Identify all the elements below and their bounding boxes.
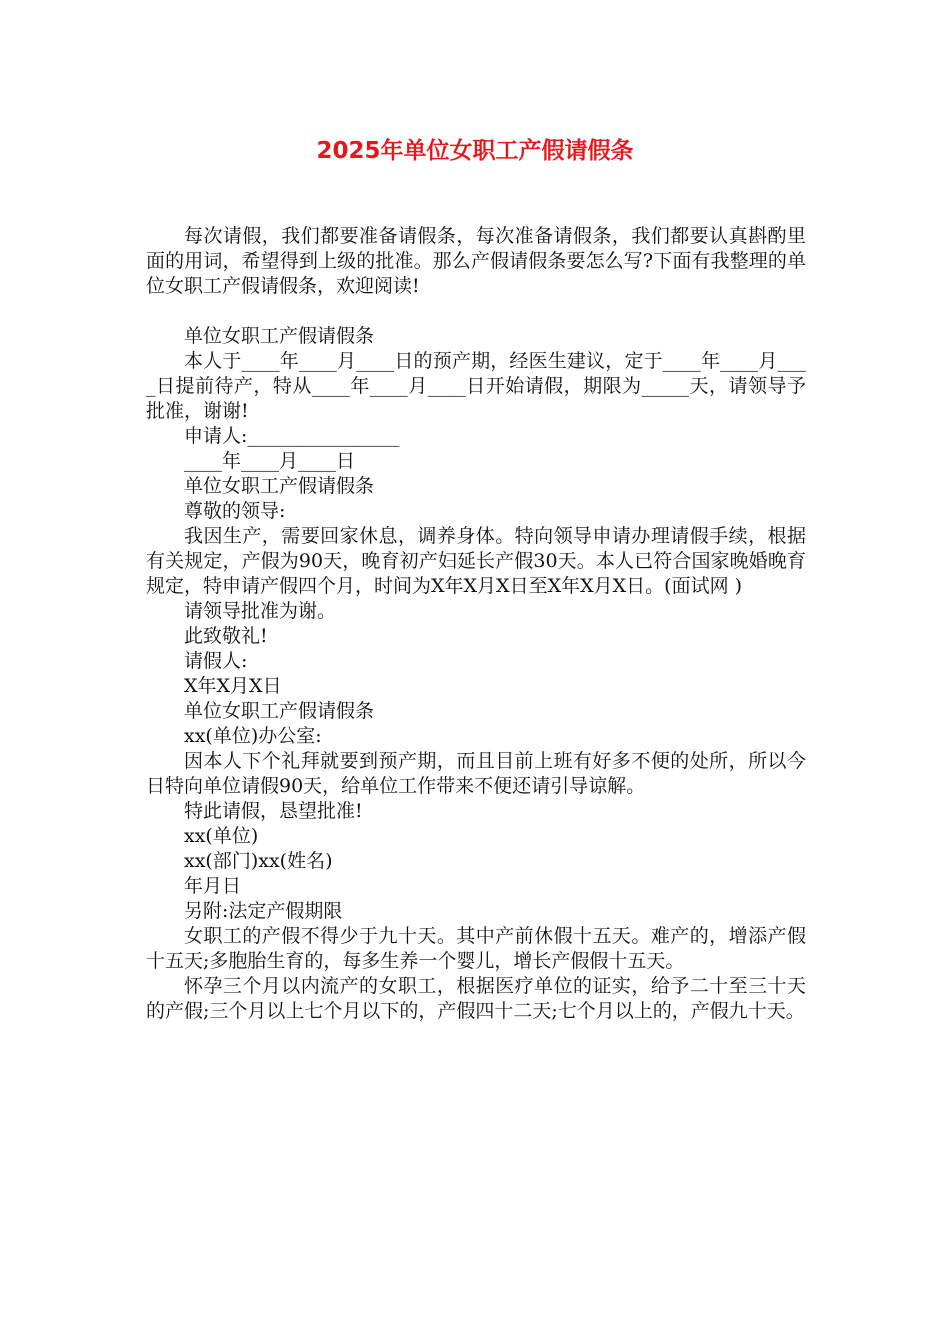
appendix-heading: 另附:法定产假期限 <box>184 900 343 922</box>
appendix-paragraph-2: 怀孕三个月以内流产的女职工，根据医疗单位的证实，给予二十至三十天的产假;三个月以上七个月以下的，产假四十二天;七个月以上的，产假九十天。 <box>146 975 806 1022</box>
appendix-paragraph-1: 女职工的产假不得少于九十天。其中产前休假十五天。难产的，增添产假十五天;多胞胎生育的，每多生养一个婴儿，增长产假假十五天。 <box>146 925 806 972</box>
document-body <box>146 224 806 1024</box>
letter-2-date: X年X月X日 <box>184 675 282 697</box>
intro-paragraph: 每次请假，我们都要准备请假条，每次准备请假条，我们都要认真斟酌里面的用词，希望得到上级的批准。那么产假请假条要怎么写?下面有我整理的单位女职工产假请假条，欢迎阅读! <box>146 225 806 297</box>
letter-2-salutation: 尊敬的领导: <box>184 500 286 522</box>
letter-2-closing: 此致敬礼! <box>184 625 268 647</box>
letter-3-department-name: xx(部门)xx(姓名) <box>184 850 333 872</box>
letter-3-closing: 特此请假，恳望批准! <box>184 800 363 822</box>
letter-3-salutation: xx(单位)办公室: <box>184 725 322 747</box>
section-heading-2: 单位女职工产假请假条 <box>184 475 375 497</box>
letter-1-applicant: 申请人:________________ <box>184 425 400 447</box>
letter-3-body: 因本人下个礼拜就要到预产期，而且目前上班有好多不便的处所，所以今日特向单位请假90天，给单位工作带来不便还请引导谅解。 <box>146 750 806 797</box>
letter-2-signer: 请假人: <box>184 650 248 672</box>
document-title: 2025年单位女职工产假请假条 <box>316 138 634 164</box>
letter-1-date: ____年____月____日 <box>184 450 356 472</box>
letter-1-body: 本人于____年____月____日的预产期，经医生建议，定于____年____月____日提前待产，特从____年____月____日开始请假，期限为_____天，请领导予批准，谢谢! <box>146 350 806 422</box>
letter-2-body: 我因生产，需要回家休息，调养身体。特向领导申请办理请假手续，根据有关规定，产假为90天，晚育初产妇延长产假30天。本人已符合国家晚婚晚育规定，特申请产假四个月，时间为X年X月X日至X年X月X日。(面试网 ) <box>146 525 806 597</box>
letter-3-date: 年月日 <box>184 875 242 897</box>
letter-3-unit: xx(单位) <box>184 825 259 847</box>
section-heading-1: 单位女职工产假请假条 <box>184 325 375 347</box>
section-heading-3: 单位女职工产假请假条 <box>184 700 375 722</box>
letter-2-request: 请领导批准为谢。 <box>184 600 337 622</box>
